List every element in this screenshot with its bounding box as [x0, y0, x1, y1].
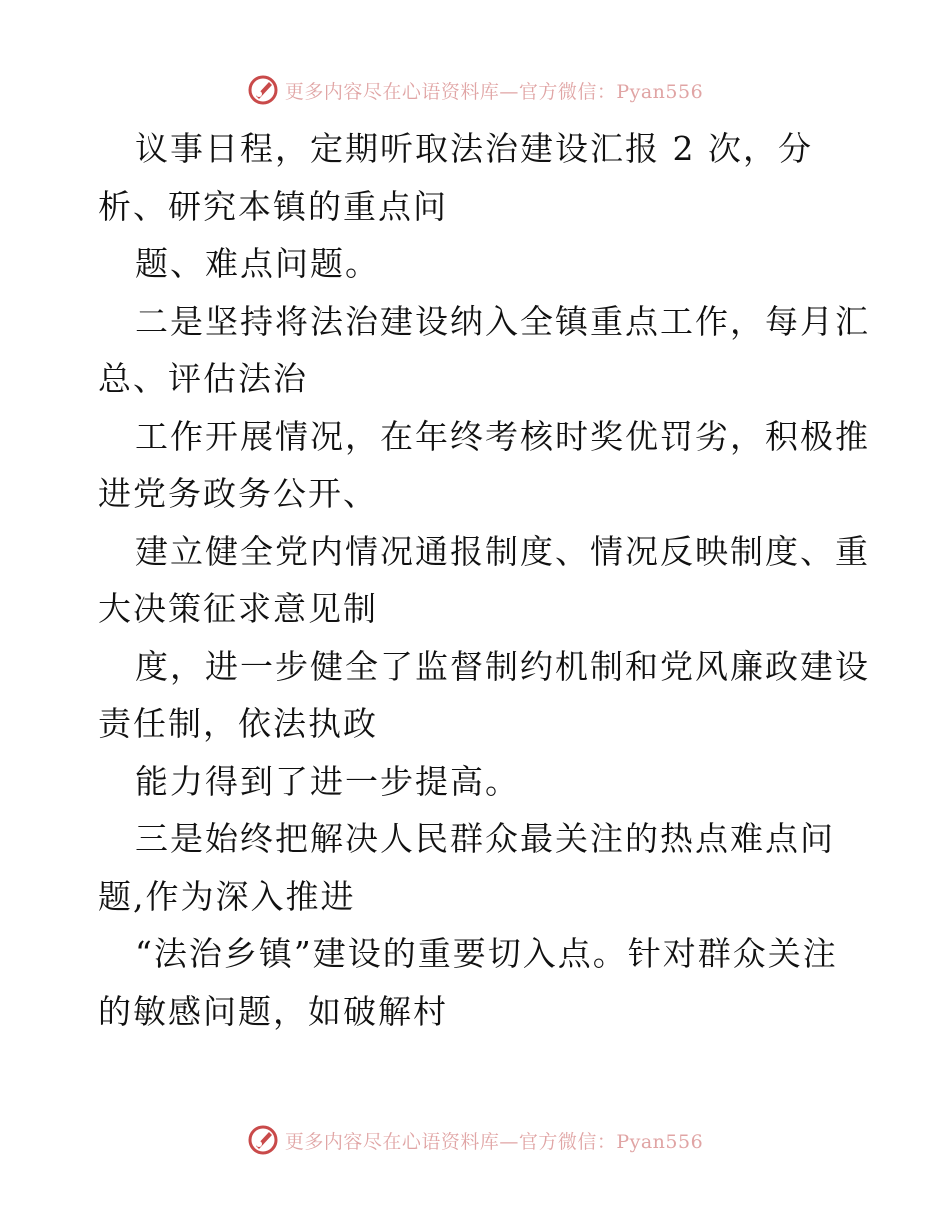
text-line: 的敏感问题，如破解村 [98, 991, 448, 1031]
text-line: 三是始终把解决人民群众最关注的热点难点问 [135, 819, 835, 858]
text-line: 题,作为深入推进 [98, 876, 356, 916]
text-line: 大决策征求意见制 [98, 589, 378, 628]
brush-seal-icon [247, 1124, 279, 1156]
text-line: 二是坚持将法治建设纳入全镇重点工作，每月汇 [135, 301, 870, 341]
text-line: 建立健全党内情况通报制度、情况反映制度、重 [135, 531, 870, 571]
text-line: 能力得到了进一步提高。 [135, 761, 520, 801]
text-line: 责任制，依法执政 [98, 704, 378, 743]
watermark-text: 更多内容尽在心语资料库—官方微信：Pyan556 [284, 80, 704, 103]
text-line: 题、难点问题。 [135, 244, 380, 283]
text-line: 度，进一步健全了监督制约机制和党风廉政建设 [135, 646, 870, 686]
text-line: “法治乡镇”建设的重要切入点。针对群众关注 [135, 934, 838, 973]
text-line: 析、研究本镇的重点问 [98, 186, 448, 226]
text-line: 议事日程，定期听取法治建设汇报 2 次，分 [135, 129, 813, 168]
footer-watermark [0, 1120, 950, 1160]
document-body [98, 120, 870, 1040]
text-line: 总、评估法治 [98, 359, 308, 398]
text-line: 进党务政务公开、 [98, 474, 378, 513]
brush-seal-icon [247, 74, 279, 106]
watermark-text: 更多内容尽在心语资料库—官方微信：Pyan556 [284, 1130, 704, 1153]
text-line: 工作开展情况，在年终考核时奖优罚劣，积极推 [135, 416, 870, 456]
header-watermark [0, 70, 950, 110]
